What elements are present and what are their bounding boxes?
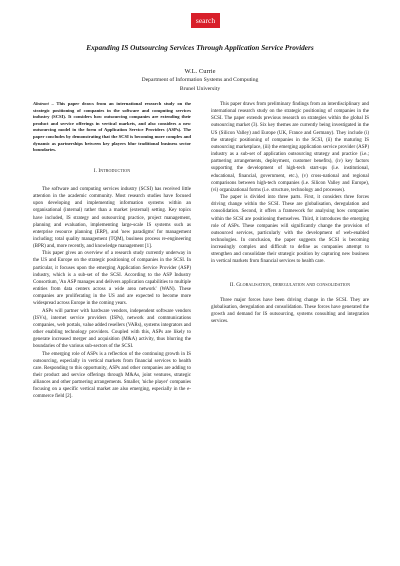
- author-name: W.L. Currie: [184, 68, 216, 75]
- abstract-text: – This paper draws from an international research study on the strategic positioning of companies in the software and computing services industry (SCSI). It considers how outsourcing companies are extending their product and service offerings in vertical markets, and also considers a new outsourcing model in the form of Application Service Providers (ASPs). The paper concludes by demonstrating that the SCSI is becoming more complex and dynamic as partnerships between key players blur traditional business sector boundaries.: [33, 101, 191, 153]
- section-heading-globalisation: II. Globalisation, deregulation and consolidation: [229, 281, 351, 288]
- body-paragraph: Three major forces have been driving change in the SCSI. They are globalisation, deregulation and consolidation. These forces have generated the growth and demand for IS outsourcing, systems consulting and integration services.: [211, 297, 369, 325]
- author-department: Department of Information Systems and Computing: [141, 77, 259, 83]
- body-paragraph: The paper is divided into three parts. First, it considers three forces driving change within the SCSI. These are globalisation, deregulation and consolidation. Second, it offers a framework for analysing how companies within the SCSI are positioning themselves. Third, it introduces the emerging role of ASPs. These companies will significantly change the provision of outsourced services, particularly with the development of web-enabled technologies. In conclusion, the paper suggests the SCSI is becoming increasingly complex and difficult to define as companies attempt to strengthen and consolidate their strategic position by capturing new business in vertical markets from financial services to health care.: [211, 195, 369, 265]
- abstract: [33, 101, 191, 154]
- left-column: [33, 101, 191, 401]
- author-university: Brunel University: [179, 86, 221, 92]
- paper-title: Expanding IS Outsourcing Services Through Application Service Providers: [86, 43, 314, 52]
- body-paragraph: The emerging role of ASPs is a reflection of the continuing growth in IS outsourcing, especially in vertical markets from financial services to health care. Responding to this opportunity, ASPs and other companies are adding to their product and service offerings through M&As, joint ventures, strategic alliances and other partnering arrangements. Smaller, 'niche player' companies focusing on a specific vertical market are also emerging, especially in the e-commerce field [2].: [33, 351, 191, 400]
- abstract-label: Abstract: [33, 101, 49, 106]
- section-heading-introduction: I. Introduction: [93, 167, 131, 174]
- right-column: [211, 101, 369, 325]
- search-button[interactable]: search: [191, 13, 220, 28]
- body-paragraph: This paper draws from preliminary findings from an interdisciplinary and international research study on the strategic positioning of companies in the SCSI. The paper extends previous research on strategies within the global IS outsourcing market (3). Six key themes are currently being investigated in the US (Silicon Valley) and Europe (UK, France and Germany). They include (i) the strategic positioning of companies in the SCSI, (ii) the maturing IS outsourcing marketplace, (iii) the emerging application service provider (ASP) industry as a sub-set of application outsourcing strategy and practice (i.e.; partnering arrangements, deployment, customer benefits), (iv) key factors supporting the development of high-tech start-ups (i.e. institutional, educational, financial, government, etc.), (v) cross-national and regional comparisons between high-tech companies (i.e. Silicon Valley and Europe), (vi) organizational forms (i.e. structure, technology and processes).: [211, 102, 369, 193]
- body-paragraph: ASPs will partner with hardware vendors, independent software vendors (ISVs), internet service providers (ISPs), network and communications companies, web portals, value added resellers (VARs), systems integrators and other enabling technology providers. Coupled with this, ASPs are likely to generate increased merger and acquisition (M&A) activity, thus blurring the boundaries of the various sub-sectors of the SCSI.: [33, 308, 191, 350]
- body-paragraph: The software and computing services industry (SCSI) has received little attention in the academic community. Most research studies have focused upon developing and implementing information systems within an organisational (internal) rather than a market (external) setting. Key topics have included, IS strategy and outsourcing practice, project management, planning and evaluation, implementing large-scale IS systems such as enterprise resource planning (ERP), and 'new paradigms' for management including; total quality management (TQM), business process re-engineering (BPR) and, more recently, and knowledge management [1].: [33, 186, 191, 250]
- body-paragraph: This paper gives an overview of a research study currently underway in the US and Europe on the strategic positioning of companies in the SCSI. In particular, it focuses upon the emerging Application Service Provider (ASP) industry, which is a sub-set of the SCSI. According to the ASP Industry Consortium, 'An ASP manages and delivers application capabilities to multiple entities from data centers across a wide area network' (WAN). These companies are proliferating in the US and are expected to become more widespread across Europe in the coming years.: [33, 251, 191, 307]
